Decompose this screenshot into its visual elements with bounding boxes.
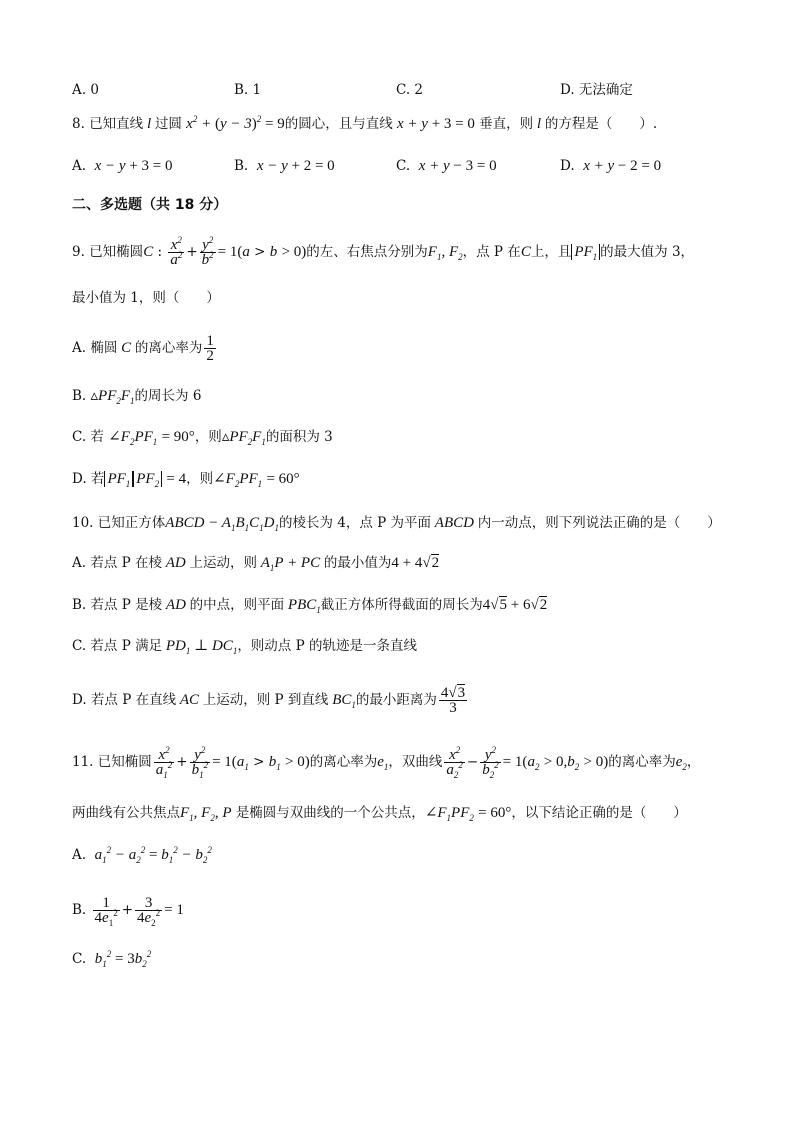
q10-option-b: B. 若点 P 是棱 AD 的中点，则平面 $PBC_1$截正方体所得截面的周长为4√5 + 6√2 <box>72 597 548 615</box>
q8-stem: 8. 已知直线 l 过圆 $x^2 + (y - 3)^2 = 9$的圆心，且与直线 x + y + 3 = 0 垂直，则 l 的方程是（ ）. <box>72 114 658 132</box>
q9-stem-line2: 最小值为 1，则（ ） <box>72 290 220 306</box>
q8-line-equation: x + y + 3 = 0 <box>397 116 475 132</box>
q9-option-a: A. 椭圆 C 的离心率为 $\frac{1}{2}$ <box>72 333 214 364</box>
q11-stem-line2: 两曲线有公共焦点$F_1$, $F_2$, P 是椭圆与双曲线的一个公共点，$\angle F_1PF_2 = 60^\circ$，以下结论正确的是（ ） <box>72 805 687 823</box>
q9-option-b: B. $▵PF_2F_1$的周长为 6 <box>72 388 202 406</box>
q10-option-d: D. 若点 P 在直线 AC 上运动，则 P 到直线 $BC_1$的最小距离为 $\frac{4√3}{3}$ <box>72 685 466 716</box>
q10-option-a: A. 若点 P 在棱 AD 上运动，则 $A_1P$ + PC 的最小值为4 + 4√2 <box>72 555 440 573</box>
section-title-multiple-choice: 二、多选题（共 18 分） <box>72 197 228 213</box>
q10-stem: 10. 已知正方体ABCD − $A_1B_1C_1D_1$的棱长为 4，点 P 为平面 ABCD 内一动点，则下列说法正确的是（ ） <box>72 515 721 533</box>
q11-stem: 11. 已知椭圆 $\frac{x^2}{a_1^2}$ + $\frac{y^2}{b_1^2}$ = $1(a_1 > b_1 > 0)$的离心率为$e_1$，双曲线 $\frac{x^2}{a_2^2}$ − $\frac{y^2}{b_2^2}$ = $1(a_2 > 0,b_2 > 0)$的离心率为$e_2$， <box>72 745 701 780</box>
q8-option-c: C. x + y − 3 = 0 <box>396 158 497 174</box>
q7-option-d: D. 无法确定 <box>560 82 633 98</box>
q10-option-c: C. 若点 P 满足 $PD_1$ ⊥ $DC_1$，则动点 P 的轨迹是一条直线 <box>72 638 417 656</box>
q11-option-a: A. $a_1^2 - a_2^2 = b_1^2 - b_2^2$ <box>72 845 212 865</box>
q8-number: 8. <box>72 116 85 132</box>
q9-option-d: D. 若 $PF_1$ $PF_2 = 4$，则$\angle F_2PF_1 = 60^\circ$ <box>72 471 300 489</box>
q8-option-d: D. x + y − 2 = 0 <box>560 158 662 174</box>
q9-stem: 9. 已知椭圆C : $\frac{x^2}{a^2}$ + $\frac{y^2}{b^2}$ = 1(a > b > 0)的左、右焦点分别为$F_1$, $F_2$，点 P 在C上，且 $PF_1$ 的最大值为 3， <box>72 235 695 268</box>
q11-option-c: C. $b_1^2 = 3b_2^2$ <box>72 949 152 969</box>
q8-option-b: B. x − y + 2 = 0 <box>234 158 335 174</box>
q11-option-b: B. $\frac{1}{4e_1^2}$ + $\frac{3}{4e_2^2}$ = 1 <box>72 895 184 928</box>
q7-option-c: C. 2 <box>396 82 424 98</box>
q8-circle-equation: $x^2 + (y - 3)^2 = 9$ <box>186 114 285 132</box>
q7-option-b: B. 1 <box>234 82 262 98</box>
q9-option-c: C. 若 $\angle F_2PF_1 = 90^\circ$，则$▵PF_2F_1$的面积为 3 <box>72 429 333 447</box>
q8-option-a: A. x − y + 3 = 0 <box>72 158 173 174</box>
q7-option-a: A. 0 <box>72 82 99 98</box>
